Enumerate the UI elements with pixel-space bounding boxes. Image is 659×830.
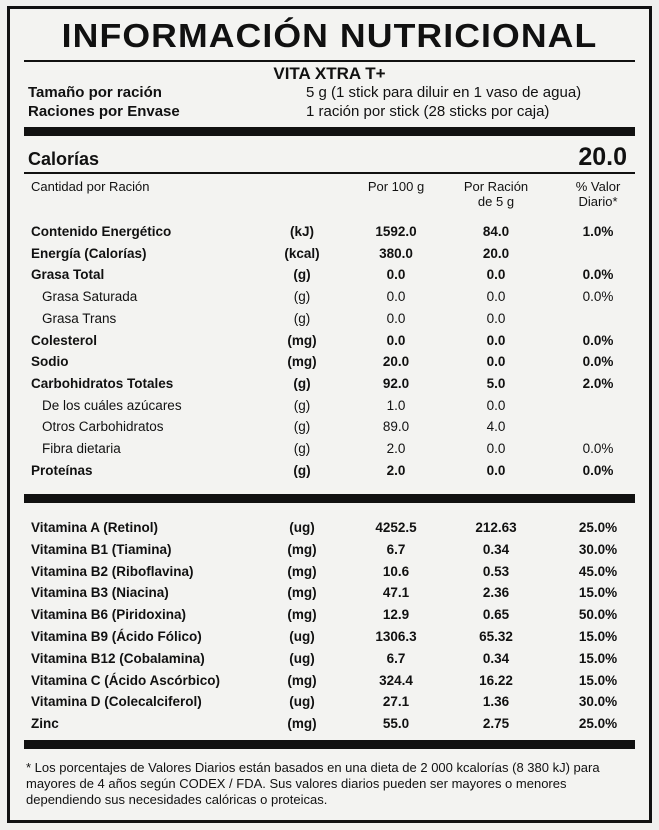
table-row bbox=[10, 267, 649, 289]
thick-divider-1 bbox=[24, 127, 635, 136]
table-row bbox=[10, 333, 649, 355]
nutrient-name: Otros Carbohidratos bbox=[42, 419, 164, 435]
value-per-100g: 1.0 bbox=[386, 397, 406, 413]
nutrition-label bbox=[7, 6, 652, 823]
daily-value-percent: 15.0% bbox=[578, 672, 618, 688]
value-per-100g: 0.0 bbox=[386, 310, 406, 326]
value-per-serving: 2.75 bbox=[482, 716, 510, 732]
value-per-serving: 0.0 bbox=[486, 267, 506, 283]
value-per-100g: 55.0 bbox=[382, 716, 410, 732]
col-per100-header: Por 100 g bbox=[367, 179, 425, 194]
nutrient-unit: (ug) bbox=[289, 520, 315, 535]
calories-divider bbox=[24, 172, 635, 174]
table-row bbox=[10, 354, 649, 376]
nutrient-unit: (kcal) bbox=[284, 245, 320, 261]
table-row bbox=[10, 585, 649, 607]
value-per-serving: 0.53 bbox=[482, 563, 510, 579]
nutrient-unit: (g) bbox=[293, 267, 311, 283]
value-per-serving: 0.34 bbox=[482, 650, 510, 666]
value-per-serving: 4.0 bbox=[486, 419, 506, 435]
daily-value-percent: 25.0% bbox=[578, 716, 618, 732]
table-row bbox=[10, 673, 649, 695]
daily-value-percent: 0.0% bbox=[582, 332, 614, 348]
value-per-serving: 0.0 bbox=[486, 354, 506, 370]
daily-value-percent: 50.0% bbox=[578, 607, 618, 623]
value-per-100g: 47.1 bbox=[382, 585, 410, 601]
value-per-serving: 1.36 bbox=[482, 694, 510, 710]
daily-value-percent: 0.0% bbox=[582, 289, 614, 305]
footnote: * Los porcentajes de Valores Diarios están basados en una dieta de 2 000 kcalorías (8 380 kJ) para mayores de 4 años según CODEX / FDA. Sus valores diarios pueden ser mayores o menores dependiendo sus necesidades calóricas o proteicas. bbox=[26, 760, 600, 807]
servings-per-container-value: 1 ración por stick (28 sticks por caja) bbox=[306, 103, 550, 120]
value-per-100g: 6.7 bbox=[386, 541, 406, 557]
daily-value-percent: 30.0% bbox=[578, 694, 618, 710]
col-dv-header bbox=[558, 179, 638, 209]
value-per-100g: 12.9 bbox=[382, 607, 410, 623]
nutrient-name: Contenido Energético bbox=[31, 224, 172, 239]
nutrient-unit: (g) bbox=[293, 397, 311, 413]
value-per-100g: 1306.3 bbox=[375, 629, 417, 644]
value-per-100g: 0.0 bbox=[386, 332, 406, 348]
nutrient-name: Vitamina B9 (Ácido Fólico) bbox=[31, 629, 202, 644]
nutrient-unit: (g) bbox=[293, 375, 311, 391]
nutrient-name: Grasa Saturada bbox=[42, 289, 138, 305]
nutrient-unit: (g) bbox=[293, 441, 311, 456]
value-per-serving: 0.0 bbox=[486, 310, 506, 326]
table-row bbox=[10, 694, 649, 716]
daily-value-percent: 15.0% bbox=[578, 629, 618, 644]
value-per-serving: 20.0 bbox=[482, 245, 510, 261]
serving-size-label: Tamaño por ración bbox=[28, 84, 162, 101]
daily-value-percent: 0.0% bbox=[582, 354, 614, 370]
product-name: VITA XTRA T+ bbox=[273, 64, 386, 83]
table-row bbox=[10, 398, 649, 420]
value-per-serving: 5.0 bbox=[486, 375, 506, 391]
nutrient-unit: (mg) bbox=[287, 332, 317, 348]
nutrient-name: Vitamina B2 (Riboflavina) bbox=[31, 563, 194, 579]
title-divider bbox=[24, 60, 635, 62]
value-per-serving: 212.63 bbox=[475, 520, 517, 535]
nutrient-name: Vitamina C (Ácido Ascórbico) bbox=[31, 672, 221, 688]
nutrient-name: Vitamina B12 (Cobalamina) bbox=[31, 650, 205, 666]
value-per-serving: 0.0 bbox=[486, 332, 506, 348]
value-per-100g: 10.6 bbox=[382, 563, 410, 579]
value-per-serving: 0.34 bbox=[482, 541, 510, 557]
value-per-serving: 65.32 bbox=[479, 629, 513, 644]
value-per-100g: 6.7 bbox=[386, 650, 406, 666]
value-per-100g: 92.0 bbox=[382, 375, 410, 391]
calories-row bbox=[28, 143, 627, 173]
col-perserving-line1: Por Ración bbox=[463, 179, 529, 194]
daily-value-percent: 25.0% bbox=[578, 520, 618, 535]
nutrient-unit: (g) bbox=[293, 419, 311, 435]
daily-value-percent: 0.0% bbox=[582, 267, 614, 283]
nutrient-name: Energía (Calorías) bbox=[31, 245, 147, 261]
nutrient-unit: (mg) bbox=[287, 607, 317, 623]
col-amount-header: Cantidad por Ración bbox=[31, 179, 150, 194]
value-per-100g: 89.0 bbox=[382, 419, 410, 435]
serving-size-value: 5 g (1 stick para diluir en 1 vaso de agua) bbox=[306, 84, 582, 101]
nutrient-unit: (mg) bbox=[287, 672, 317, 688]
table-row bbox=[10, 520, 649, 542]
value-per-serving: 0.0 bbox=[486, 441, 506, 456]
col-perserving-line2: de 5 g bbox=[477, 194, 515, 209]
table-row bbox=[10, 607, 649, 629]
nutrient-unit: (ug) bbox=[289, 629, 315, 644]
table-row bbox=[10, 629, 649, 651]
daily-value-percent: 1.0% bbox=[582, 224, 614, 239]
servings-per-container-label: Raciones por Envase bbox=[28, 103, 180, 120]
value-per-100g: 0.0 bbox=[386, 267, 406, 283]
nutrient-unit: (g) bbox=[293, 289, 311, 305]
nutrient-name: Grasa Total bbox=[31, 267, 105, 283]
value-per-100g: 20.0 bbox=[382, 354, 410, 370]
value-per-serving: 0.0 bbox=[486, 289, 506, 305]
nutrient-unit: (g) bbox=[293, 462, 311, 478]
value-per-100g: 2.0 bbox=[386, 441, 406, 456]
table-row bbox=[10, 716, 649, 738]
table-row bbox=[10, 419, 649, 441]
table-row bbox=[10, 542, 649, 564]
daily-value-percent: 0.0% bbox=[582, 462, 614, 478]
col-perserving-header bbox=[452, 179, 540, 209]
value-per-100g: 380.0 bbox=[379, 245, 413, 261]
nutrient-unit: (g) bbox=[293, 310, 311, 326]
nutrient-unit: (mg) bbox=[287, 354, 317, 370]
value-per-100g: 4252.5 bbox=[375, 520, 417, 535]
table-row bbox=[10, 246, 649, 268]
thick-divider-2 bbox=[24, 494, 635, 503]
nutrient-unit: (ug) bbox=[289, 650, 315, 666]
nutrient-name: Colesterol bbox=[31, 332, 98, 348]
daily-value-percent: 15.0% bbox=[578, 650, 618, 666]
nutrient-name: Proteínas bbox=[31, 462, 93, 478]
daily-value-percent: 30.0% bbox=[578, 541, 618, 557]
value-per-100g: 0.0 bbox=[386, 289, 406, 305]
nutrient-name: Vitamina A (Retinol) bbox=[31, 520, 159, 535]
value-per-100g: 2.0 bbox=[386, 462, 406, 478]
thick-divider-3 bbox=[24, 740, 635, 749]
nutrient-name: Grasa Trans bbox=[42, 310, 117, 326]
table-row bbox=[10, 376, 649, 398]
nutrient-unit: (mg) bbox=[287, 585, 317, 601]
nutrient-name: Fibra dietaria bbox=[42, 441, 121, 456]
daily-value-percent: 2.0% bbox=[582, 375, 614, 391]
value-per-100g: 324.4 bbox=[379, 672, 413, 688]
col-dv-line1: % Valor bbox=[575, 179, 621, 194]
nutrient-name: Vitamina B1 (Tiamina) bbox=[31, 541, 172, 557]
nutrient-name: De los cuáles azúcares bbox=[42, 397, 182, 413]
calories-value: 20.0 bbox=[578, 143, 627, 171]
table-row bbox=[10, 289, 649, 311]
value-per-100g: 1592.0 bbox=[375, 224, 417, 239]
nutrient-unit: (mg) bbox=[287, 563, 317, 579]
table-row bbox=[10, 311, 649, 333]
calories-label: Calorías bbox=[28, 149, 100, 169]
value-per-serving: 0.0 bbox=[486, 462, 506, 478]
nutrient-unit: (mg) bbox=[287, 541, 317, 557]
col-dv-line2: Diario* bbox=[578, 194, 618, 209]
table-row bbox=[10, 564, 649, 586]
nutrient-name: Vitamina D (Colecalciferol) bbox=[31, 694, 202, 710]
table-row bbox=[10, 651, 649, 673]
nutrient-unit: (mg) bbox=[287, 716, 317, 732]
value-per-serving: 16.22 bbox=[479, 672, 513, 688]
value-per-serving: 84.0 bbox=[482, 224, 510, 239]
nutrient-name: Carbohidratos Totales bbox=[31, 375, 174, 391]
nutrient-name: Zinc bbox=[31, 716, 59, 732]
daily-value-percent: 45.0% bbox=[578, 563, 618, 579]
value-per-100g: 27.1 bbox=[382, 694, 410, 710]
table-row bbox=[10, 224, 649, 246]
nutrient-name: Vitamina B3 (Niacina) bbox=[31, 585, 169, 601]
table-row bbox=[10, 463, 649, 485]
nutrient-unit: (ug) bbox=[289, 694, 315, 710]
value-per-serving: 0.65 bbox=[482, 607, 510, 623]
daily-value-percent: 15.0% bbox=[578, 585, 618, 601]
nutrient-name: Sodio bbox=[31, 354, 69, 370]
label-title: INFORMACIÓN NUTRICIONAL bbox=[61, 17, 598, 54]
nutrient-name: Vitamina B6 (Piridoxina) bbox=[31, 607, 187, 623]
nutrient-unit: (kJ) bbox=[289, 224, 314, 239]
table-row bbox=[10, 441, 649, 463]
value-per-serving: 0.0 bbox=[486, 397, 506, 413]
value-per-serving: 2.36 bbox=[482, 585, 510, 601]
daily-value-percent: 0.0% bbox=[582, 441, 614, 456]
